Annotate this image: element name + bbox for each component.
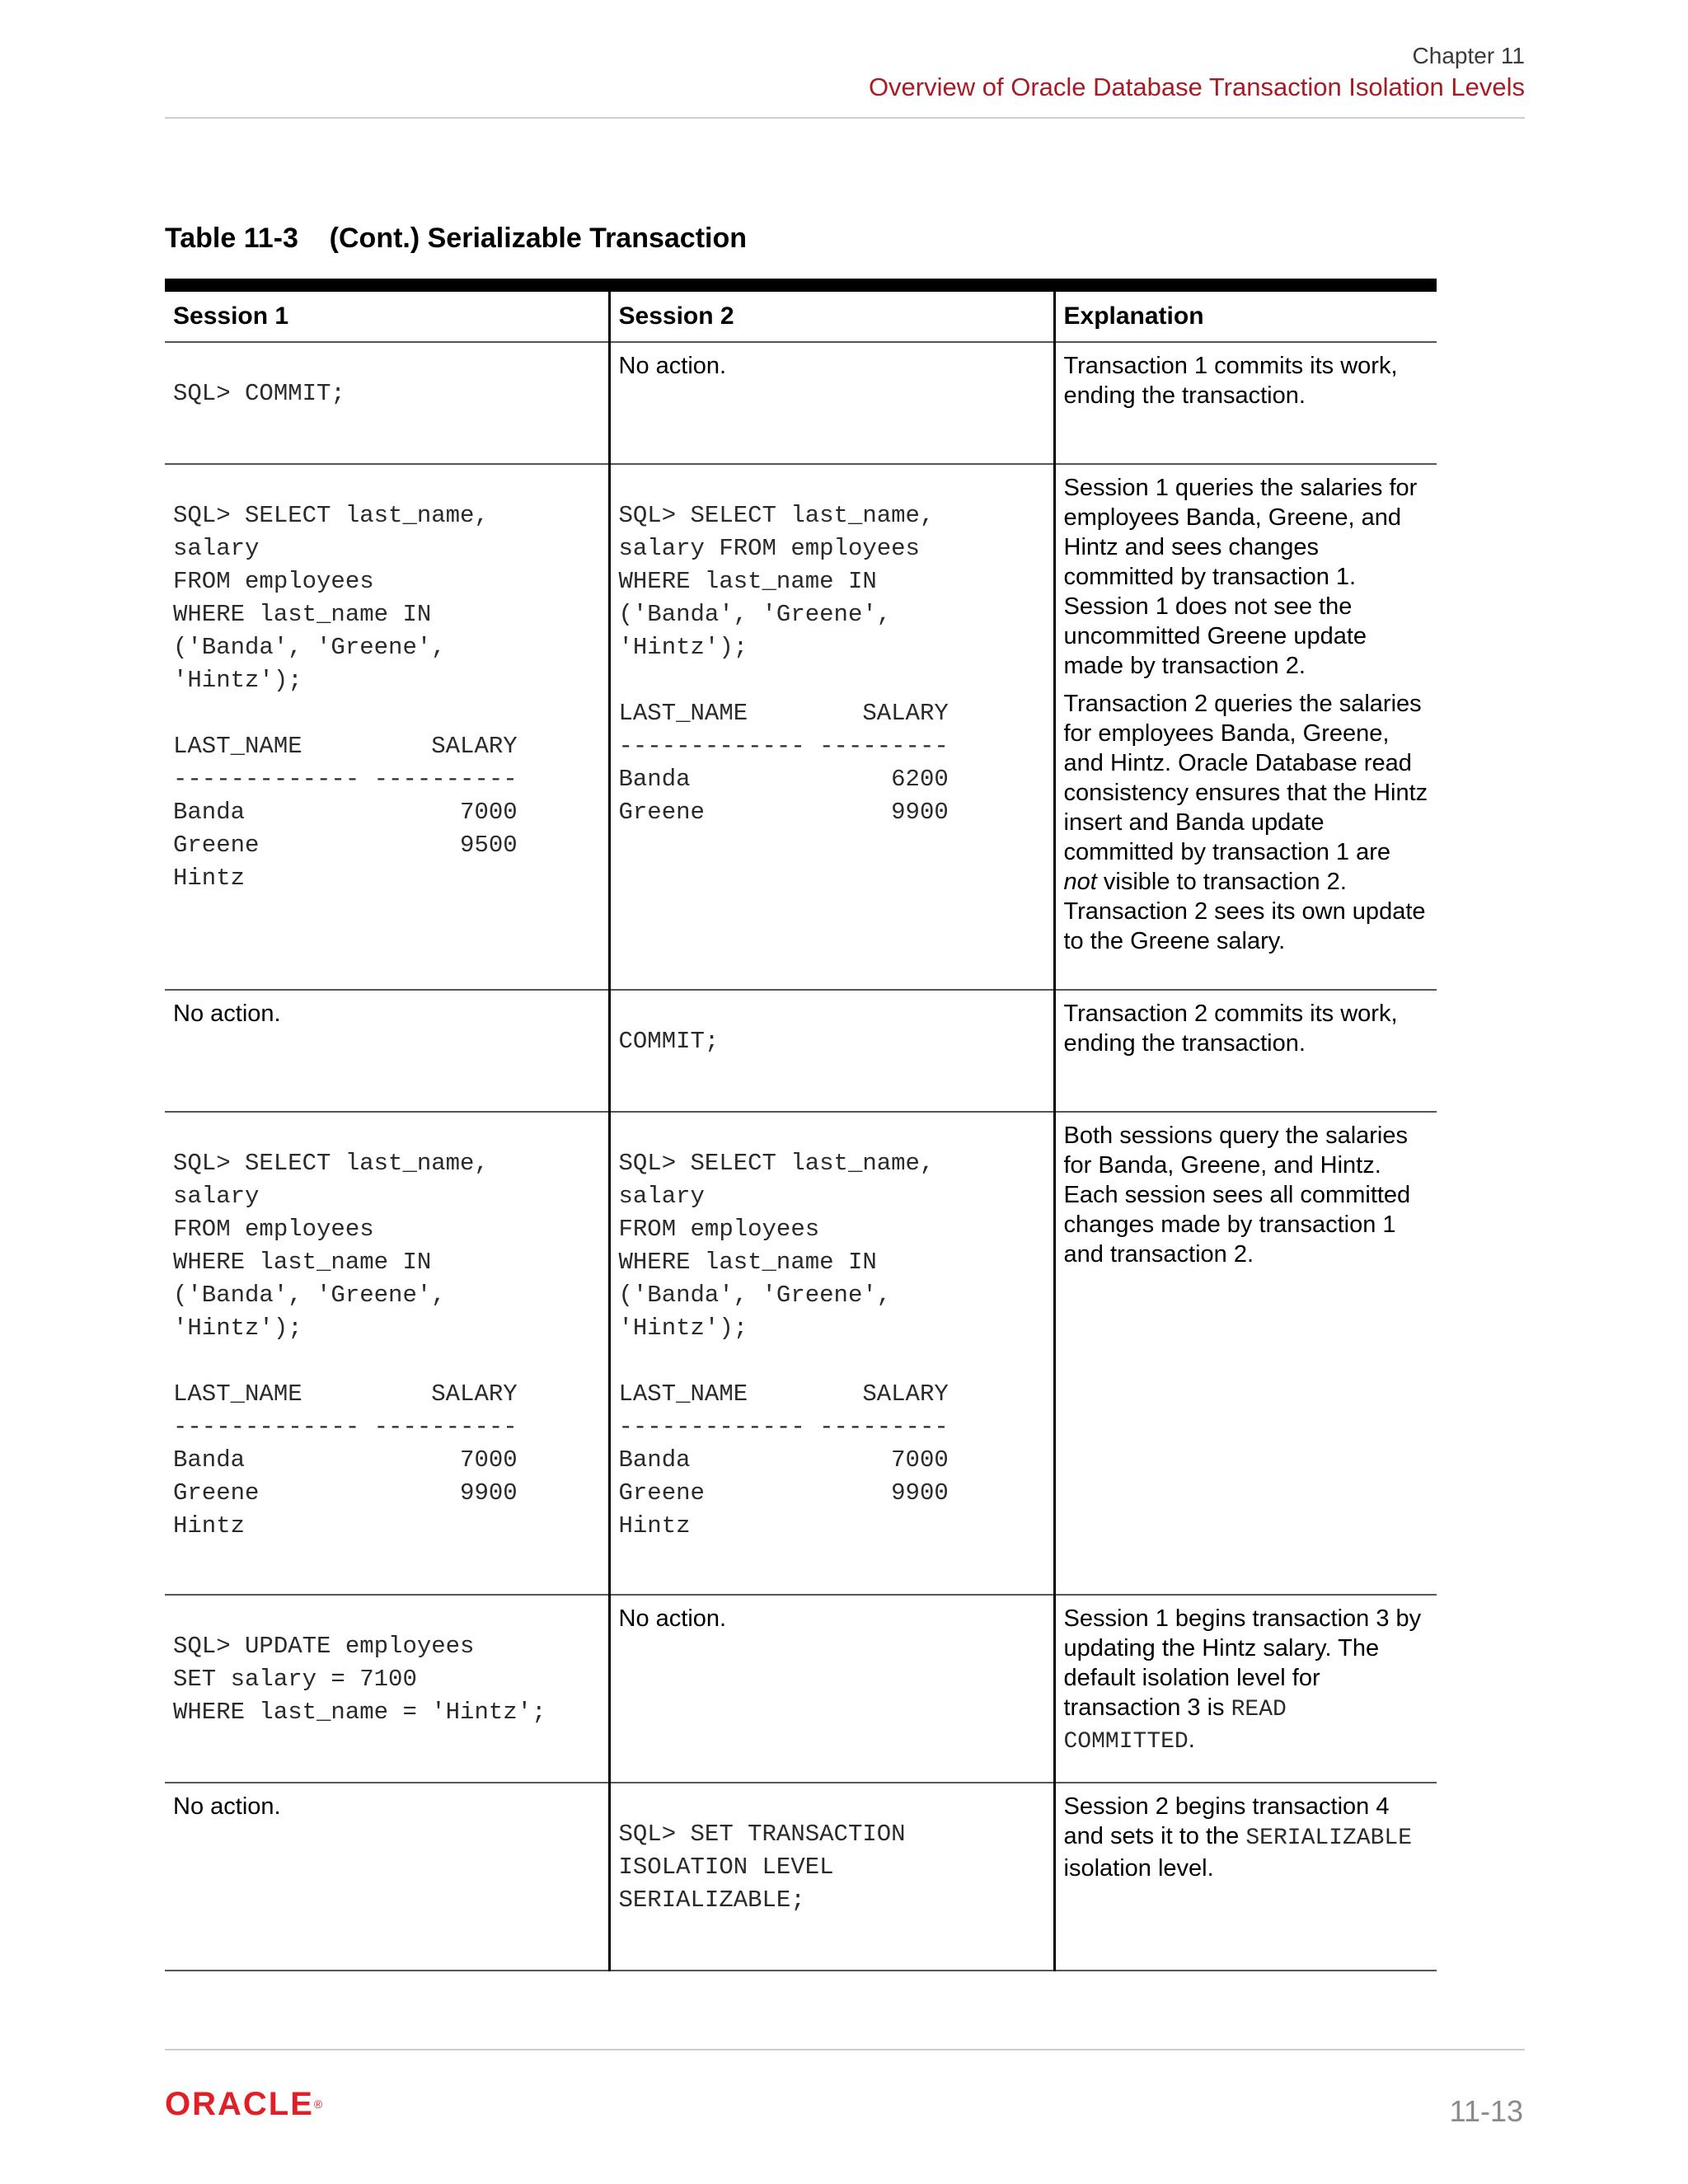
explanation-cell [1054,1595,1437,1783]
sql-code: SQL> SET TRANSACTION ISOLATION LEVEL SERIALIZABLE; [618,1821,906,1914]
oracle-logo [165,2086,322,2122]
sql-code: SQL> SELECT last_name, salary FROM employees WHERE last_name IN ('Banda', 'Greene', 'Hintz'); LAST_NAME SALARY ------------- ---------- Banda 7000 Greene 9900 Hintz [173,1150,518,1540]
sql-code: SQL> SELECT last_name, salary FROM employees WHERE last_name IN ('Banda', 'Greene', 'Hintz'); LAST_NAME SALARY ------------- ---------- Banda 7000 Greene 9500 Hintz [173,502,518,892]
registered-mark: ® [313,2097,323,2111]
explanation-cell [1054,990,1437,1112]
logo-text: ORACLE [165,2086,314,2122]
explanation-text: Both sessions query the salaries for Banda, Greene, and Hintz. Each session sees all committed changes made by transaction 1 and transaction 2. [1063,1122,1411,1268]
footer-divider [165,2049,1525,2050]
explanation-text-part: . [1188,1727,1195,1753]
session-1-text: No action. [173,1001,281,1027]
sql-code: COMMIT; [618,1028,720,1055]
table-row [165,464,1437,990]
table-caption: Table 11-3 (Cont.) Serializable Transaction [165,223,748,254]
explanation-text-part: isolation level. [1063,1855,1214,1882]
serializable-transaction-table [165,279,1437,1971]
explanation-text [1064,689,1429,956]
explanation-text [1064,1604,1429,1757]
table-row [165,342,1437,464]
table-row [165,990,1437,1112]
explanation-cell [1054,464,1437,990]
header-divider [165,117,1525,119]
session-2-cell [609,1112,1054,1595]
sql-code: SQL> COMMIT; [173,380,345,407]
sql-code: SQL> SELECT last_name, salary FROM employees WHERE last_name IN ('Banda', 'Greene', 'Hintz'); LAST_NAME SALARY ------------- --------- Banda 6200 Greene 9900 [618,502,949,826]
section-title: Overview of Oracle Database Transaction Isolation Levels [868,73,1525,101]
explanation-text: Transaction 2 commits its work, ending the transaction. [1063,1001,1398,1057]
session-2-cell [609,990,1054,1112]
explanation-cell [1054,342,1437,464]
inline-code: SERIALIZABLE [1245,1825,1412,1851]
session-2-cell [609,1783,1054,1971]
session-1-text: No action. [173,1793,281,1820]
session-1-cell [165,1112,609,1595]
session-2-cell [609,464,1054,990]
session-1-cell [165,990,609,1112]
explanation-text-part: Session 1 begins transaction 3 by updating the Hintz salary. The default isolation level for transaction 3 is [1063,1605,1422,1721]
explanation-cell [1054,1112,1437,1595]
column-header-explanation: Explanation [1054,285,1437,342]
page-number: 11-13 [1449,2094,1523,2128]
explanation-cell [1054,1783,1437,1971]
explanation-text-part: Transaction 2 queries the salaries for employees Banda, Greene, and Hintz. Oracle Database read consistency ensures that the Hintz insert and Banda update committed by transaction 1 are [1063,691,1428,865]
chapter-label: Chapter 11 [1412,43,1525,68]
column-header-session-1: Session 1 [165,285,609,342]
session-2-text: No action. [618,353,727,379]
session-2-text: No action. [618,1605,727,1632]
session-1-cell [165,1595,609,1783]
explanation-text-part: visible to transaction 2. Transaction 2 sees its own update to the Greene salary. [1063,869,1426,954]
sql-code: SQL> UPDATE employees SET salary = 7100 WHERE last_name = 'Hintz'; [173,1633,546,1726]
column-header-session-2: Session 2 [609,285,1054,342]
explanation-text-part: Session 2 begins transaction 4 and sets it to the [1063,1793,1390,1849]
session-1-cell [165,342,609,464]
session-1-cell [165,1783,609,1971]
sql-code: SQL> SELECT last_name, salary FROM employees WHERE last_name IN ('Banda', 'Greene', 'Hintz'); LAST_NAME SALARY ------------- --------- Banda 7000 Greene 9900 Hintz [618,1150,949,1540]
table-row [165,1112,1437,1595]
inline-code: READ COMMITTED [1063,1697,1287,1755]
session-1-cell [165,464,609,990]
explanation-text [1064,1792,1429,1883]
table-row [165,1783,1437,1971]
page-header [165,41,1525,104]
emphasis-text: not [1063,869,1097,895]
explanation-text: Transaction 1 commits its work, ending the transaction. [1063,353,1398,409]
explanation-text: Session 1 queries the salaries for employees Banda, Greene, and Hintz and sees changes committed by transaction 1. Session 1 does not see the uncommitted Greene update made by transaction 2. [1063,475,1418,679]
session-2-cell [609,342,1054,464]
table-row [165,1595,1437,1783]
session-2-cell [609,1595,1054,1783]
table-header-row [165,285,1437,342]
transaction-table-container [165,279,1437,1971]
